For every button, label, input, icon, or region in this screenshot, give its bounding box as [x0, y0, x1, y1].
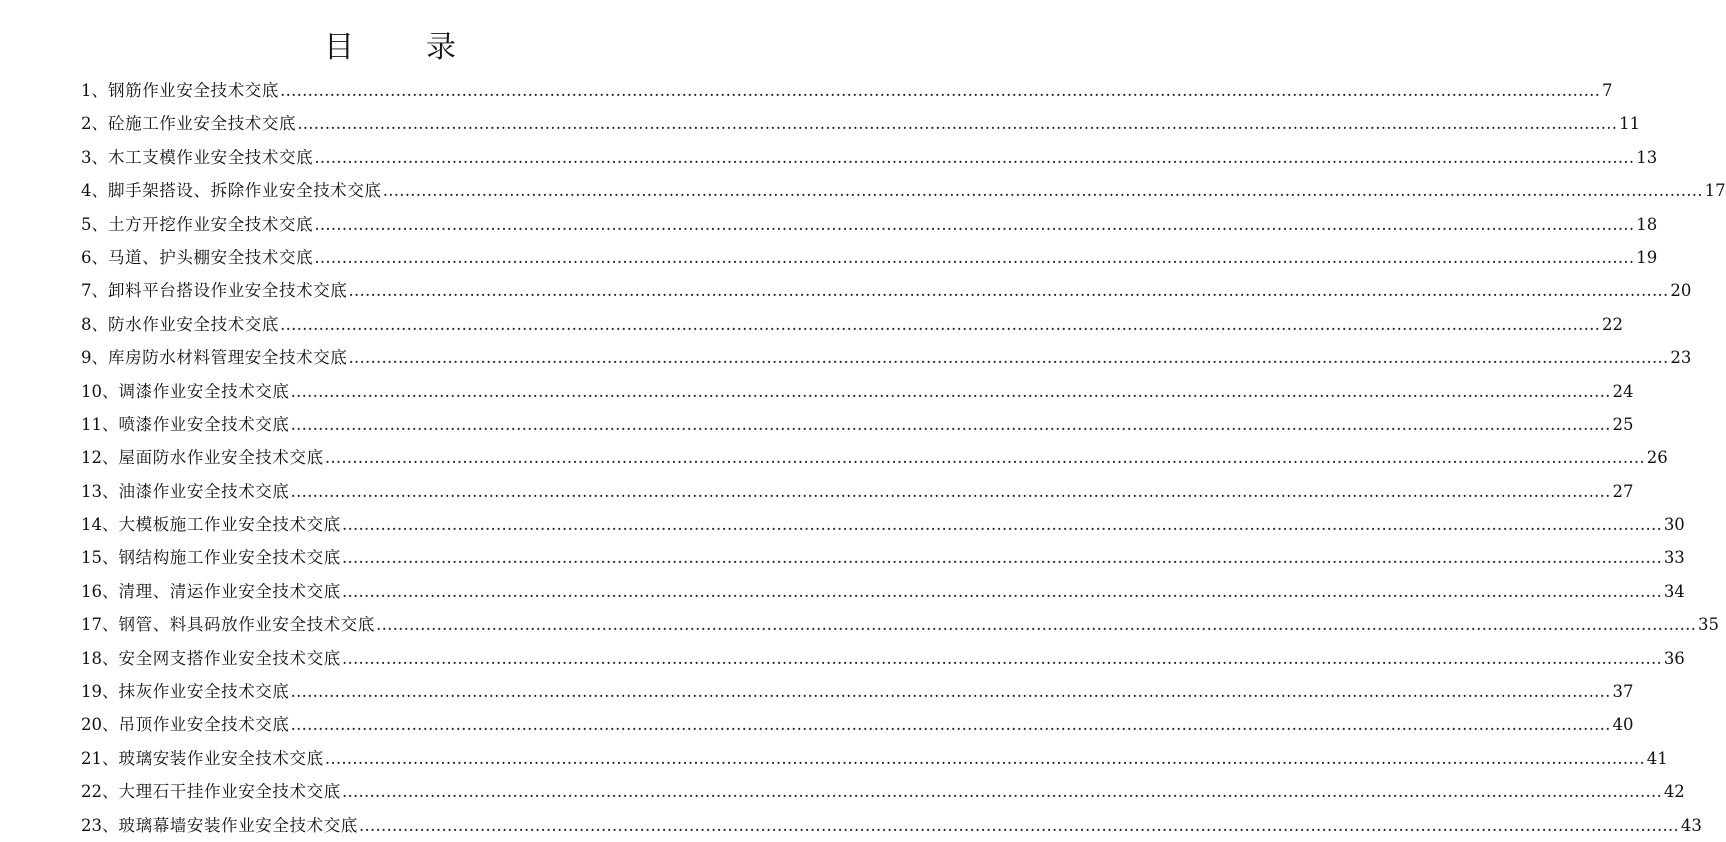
toc-entry[interactable]: [81, 675, 1634, 708]
toc-entry-label: 土方开挖作业安全技术交底: [108, 214, 314, 234]
toc-entry-label: 防水作业安全技术交底: [108, 314, 279, 334]
toc-entry-label: 安全网支搭作业安全技术交底: [118, 648, 341, 668]
toc-entry-page-number: 41: [1646, 748, 1668, 768]
toc-entry-page-number: 24: [1612, 381, 1634, 401]
toc-entry-page-number: 23: [1670, 348, 1692, 368]
toc-entry[interactable]: [81, 375, 1634, 408]
toc-dot-leader: ……………………………………………………………………………………………………………………………………………………………………………………………………………………: [324, 748, 1645, 768]
toc-dot-leader: ……………………………………………………………………………………………………………………………………………………………………………………………………………………: [290, 715, 1611, 735]
toc-entry-label: 砼施工作业安全技术交底: [108, 114, 297, 134]
toc-entry-label: 喷漆作业安全技术交底: [118, 414, 290, 434]
toc-entry[interactable]: [81, 508, 1685, 541]
toc-entry[interactable]: [81, 208, 1658, 241]
toc-entry[interactable]: [81, 141, 1658, 174]
toc-entry-label: 清理、清运作业安全技术交底: [118, 581, 341, 601]
toc-entry-page-number: 20: [1670, 281, 1692, 301]
toc-entry-page-number: 42: [1663, 782, 1685, 802]
toc-entry[interactable]: [81, 441, 1668, 474]
toc-entry-number: 5、: [81, 214, 108, 234]
toc-entry-number: 16、: [81, 581, 119, 601]
toc-dot-leader: ……………………………………………………………………………………………………………………………………………………………………………………………………………………: [290, 381, 1611, 401]
toc-entry-page-number: 36: [1663, 648, 1685, 668]
toc-dot-leader: ……………………………………………………………………………………………………………………………………………………………………………………………………………………: [324, 448, 1645, 468]
toc-entry-page-number: 13: [1636, 147, 1658, 167]
toc-entry-number: 20、: [81, 715, 119, 735]
toc-entry-label: 抹灰作业安全技术交底: [118, 682, 290, 702]
toc-entry-number: 9、: [81, 348, 108, 368]
toc-entry-number: 12、: [81, 448, 119, 468]
toc-entry-page-number: 35: [1698, 615, 1719, 635]
toc-dot-leader: ……………………………………………………………………………………………………………………………………………………………………………………………………………………: [314, 247, 1635, 267]
toc-entry[interactable]: [81, 809, 1702, 842]
toc-entry-number: 10、: [81, 381, 119, 401]
toc-entry-number: 21、: [81, 748, 119, 768]
toc-entry-label: 油漆作业安全技术交底: [118, 481, 290, 501]
toc-entry-page-number: 25: [1612, 414, 1634, 434]
toc-dot-leader: ……………………………………………………………………………………………………………………………………………………………………………………………………………………: [376, 615, 1696, 635]
toc-entry[interactable]: [81, 742, 1668, 775]
toc-dot-leader: ……………………………………………………………………………………………………………………………………………………………………………………………………………………: [290, 682, 1611, 702]
toc-entry-number: 4、: [81, 181, 108, 201]
toc-entry-label: 屋面防水作业安全技术交底: [118, 448, 324, 468]
toc-entry-number: 6、: [81, 247, 108, 267]
toc-dot-leader: ……………………………………………………………………………………………………………………………………………………………………………………………………………………: [341, 648, 1662, 668]
toc-entry[interactable]: [81, 241, 1658, 274]
toc-entry-page-number: 22: [1602, 314, 1623, 334]
toc-entry[interactable]: [81, 174, 1726, 207]
toc-entry-number: 13、: [81, 481, 119, 501]
toc-entry-label: 木工支模作业安全技术交底: [108, 147, 314, 167]
toc-entry[interactable]: [81, 775, 1685, 808]
toc-entry-number: 11、: [81, 414, 119, 434]
toc-entry[interactable]: [81, 541, 1685, 574]
toc-entry-page-number: 30: [1663, 515, 1685, 535]
title-char-2: 录: [426, 30, 456, 65]
toc-entry-page-number: 17: [1704, 181, 1726, 201]
toc-entry-label: 玻璃安装作业安全技术交底: [118, 748, 324, 768]
toc-entry[interactable]: [81, 608, 1719, 641]
table-of-contents: [81, 74, 1726, 842]
toc-entry-label: 钢管、料具码放作业安全技术交底: [118, 615, 375, 635]
toc-dot-leader: ……………………………………………………………………………………………………………………………………………………………………………………………………………………: [290, 481, 1611, 501]
toc-entry-label: 调漆作业安全技术交底: [118, 381, 290, 401]
toc-dot-leader: ……………………………………………………………………………………………………………………………………………………………………………………………………………………: [341, 548, 1662, 568]
toc-entry[interactable]: [81, 74, 1613, 107]
toc-entry[interactable]: [81, 341, 1692, 374]
toc-entry-label: 卸料平台搭设作业安全技术交底: [108, 281, 348, 301]
toc-entry-number: 8、: [81, 314, 108, 334]
toc-dot-leader: ……………………………………………………………………………………………………………………………………………………………………………………………………………………: [358, 815, 1679, 835]
toc-entry-label: 大理石干挂作业安全技术交底: [118, 782, 341, 802]
toc-entry-page-number: 33: [1663, 548, 1685, 568]
toc-entry-number: 19、: [81, 682, 119, 702]
toc-entry-page-number: 43: [1680, 815, 1702, 835]
toc-entry-page-number: 19: [1636, 247, 1658, 267]
toc-entry-page-number: 34: [1663, 581, 1685, 601]
toc-entry[interactable]: [81, 408, 1634, 441]
toc-entry[interactable]: [81, 308, 1623, 341]
toc-entry-page-number: 37: [1612, 682, 1634, 702]
toc-entry-page-number: 40: [1612, 715, 1634, 735]
toc-entry[interactable]: [81, 642, 1685, 675]
toc-entry[interactable]: [81, 475, 1634, 508]
toc-entry-number: 23、: [81, 815, 119, 835]
toc-dot-leader: ……………………………………………………………………………………………………………………………………………………………………………………………………………………: [341, 515, 1662, 535]
toc-entry-number: 7、: [81, 281, 108, 301]
toc-entry[interactable]: [81, 107, 1641, 140]
toc-entry-label: 库房防水材料管理安全技术交底: [108, 348, 348, 368]
toc-entry-number: 2、: [81, 114, 108, 134]
toc-entry-label: 马道、护头棚安全技术交底: [108, 247, 314, 267]
toc-dot-leader: ……………………………………………………………………………………………………………………………………………………………………………………………………………………: [290, 414, 1611, 434]
toc-entry-number: 3、: [81, 147, 108, 167]
toc-dot-leader: ……………………………………………………………………………………………………………………………………………………………………………………………………………………: [280, 80, 1600, 100]
toc-dot-leader: ……………………………………………………………………………………………………………………………………………………………………………………………………………………: [280, 314, 1600, 334]
toc-dot-leader: ……………………………………………………………………………………………………………………………………………………………………………………………………………………: [348, 281, 1669, 301]
toc-entry-number: 17、: [81, 615, 119, 635]
toc-entry-number: 14、: [81, 515, 119, 535]
toc-entry[interactable]: [81, 575, 1685, 608]
toc-entry-page-number: 18: [1636, 214, 1658, 234]
toc-dot-leader: ……………………………………………………………………………………………………………………………………………………………………………………………………………………: [314, 147, 1635, 167]
toc-entry-number: 18、: [81, 648, 119, 668]
toc-entry[interactable]: [81, 708, 1634, 741]
toc-entry-page-number: 26: [1646, 448, 1668, 468]
toc-entry-label: 钢筋作业安全技术交底: [108, 80, 279, 100]
toc-entry-page-number: 7: [1602, 80, 1613, 100]
toc-entry-label: 吊顶作业安全技术交底: [118, 715, 290, 735]
page-title: [0, 26, 780, 70]
toc-entry-label: 脚手架搭设、拆除作业安全技术交底: [108, 181, 382, 201]
toc-entry-label: 大模板施工作业安全技术交底: [118, 515, 341, 535]
toc-entry-label: 玻璃幕墙安装作业安全技术交底: [118, 815, 358, 835]
toc-entry[interactable]: [81, 274, 1692, 307]
toc-dot-leader: ……………………………………………………………………………………………………………………………………………………………………………………………………………………: [341, 581, 1662, 601]
toc-dot-leader: ……………………………………………………………………………………………………………………………………………………………………………………………………………………: [297, 114, 1618, 134]
toc-entry-number: 22、: [81, 782, 119, 802]
toc-entry-number: 1、: [81, 80, 108, 100]
toc-entry-label: 钢结构施工作业安全技术交底: [118, 548, 341, 568]
toc-dot-leader: ……………………………………………………………………………………………………………………………………………………………………………………………………………………: [348, 348, 1669, 368]
toc-entry-number: 15、: [81, 548, 119, 568]
toc-dot-leader: ……………………………………………………………………………………………………………………………………………………………………………………………………………………: [382, 181, 1703, 201]
toc-entry-page-number: 27: [1612, 481, 1634, 501]
toc-entry-page-number: 11: [1619, 114, 1641, 134]
toc-dot-leader: ……………………………………………………………………………………………………………………………………………………………………………………………………………………: [341, 782, 1662, 802]
title-char-1: 目: [324, 30, 354, 65]
toc-dot-leader: ……………………………………………………………………………………………………………………………………………………………………………………………………………………: [314, 214, 1635, 234]
